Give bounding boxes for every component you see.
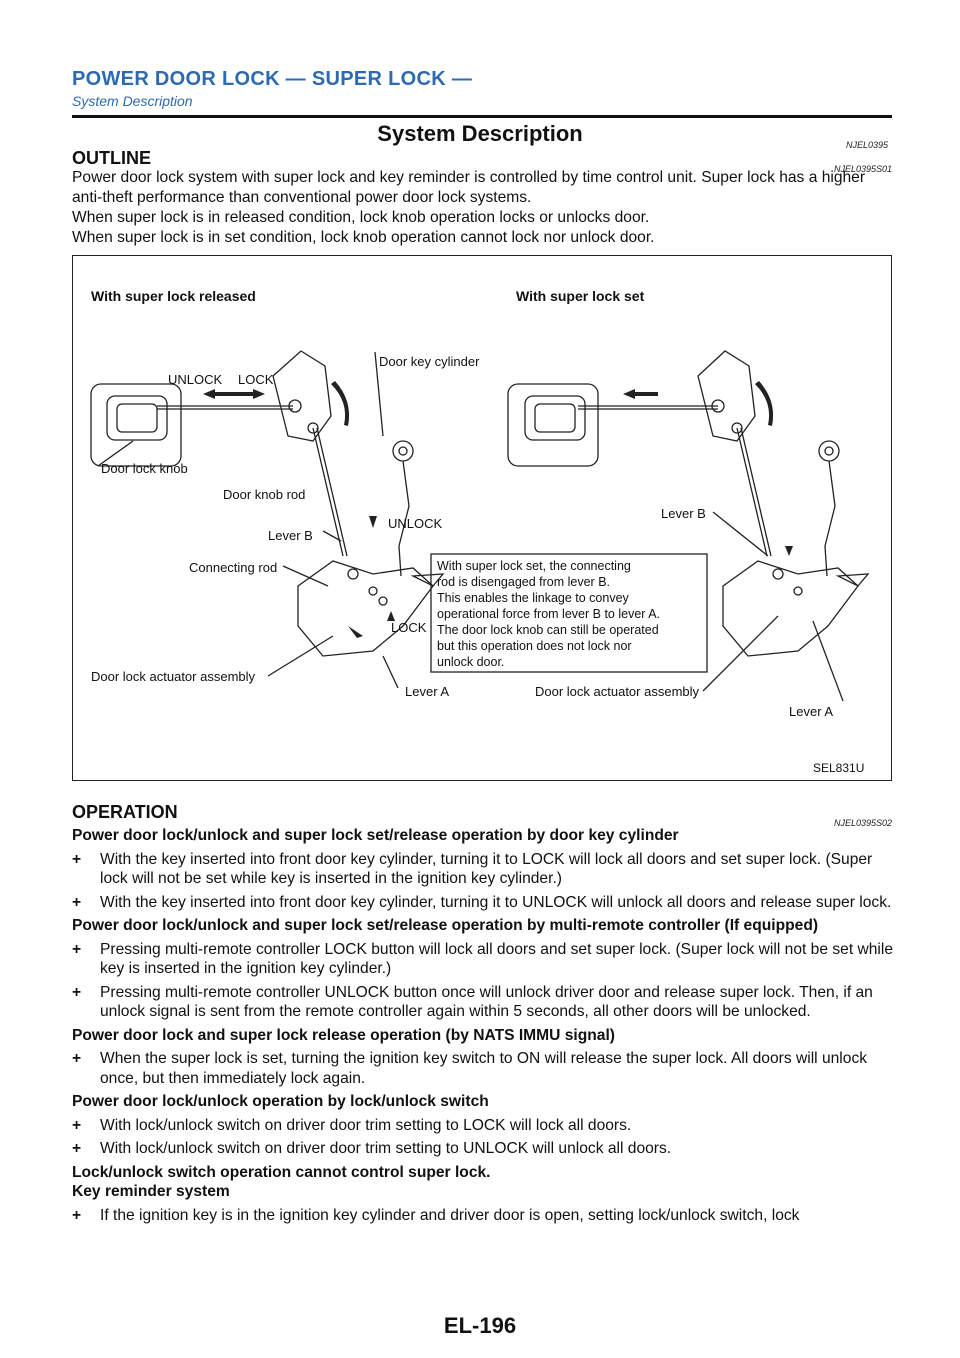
op-bullet — [72, 1206, 894, 1226]
op-bullet — [72, 1139, 894, 1159]
label-actuator-left: Door lock actuator assembly — [91, 669, 256, 684]
left-handle-inner — [107, 396, 167, 440]
outline-line: When super lock is in released condition, lock knob operation locks or unlocks door. — [72, 209, 650, 226]
op-group-title: Key reminder system — [72, 1183, 230, 1200]
arrow-unlock-left — [203, 389, 235, 399]
op-bullet — [72, 940, 894, 979]
bullet-mark: + — [72, 940, 82, 958]
op-group-title: Power door lock/unlock and super lock set/release operation by multi-remote controller (If equipped) — [72, 917, 819, 934]
op-group-remote — [72, 916, 894, 1022]
arrow-actuator — [348, 626, 363, 638]
note-line: operational force from lever B to lever A. — [437, 607, 661, 621]
bullet-mark: + — [72, 1116, 82, 1134]
label-lever-b-left: Lever B — [268, 528, 313, 543]
leader-lever-a-left — [383, 656, 398, 688]
op-bullet — [72, 1116, 894, 1136]
right-key-rod — [825, 461, 835, 576]
outline-text — [72, 168, 894, 248]
operation-heading: OPERATION — [72, 802, 178, 822]
bullet-mark: + — [72, 1140, 82, 1157]
bullet-mark: + — [72, 850, 82, 868]
label-lever-a-left: Lever A — [405, 684, 450, 699]
running-title: POWER DOOR LOCK — SUPER LOCK — — [72, 68, 473, 90]
label-door-key-cylinder: Door key cylinder — [379, 354, 480, 369]
right-actuator-pivot-1 — [773, 569, 783, 579]
outline-line: When super lock is in set condition, lock knob operation cannot lock nor unlock door. — [72, 229, 655, 246]
label-lever-b-right: Lever B — [661, 506, 706, 521]
op-note-line: Lock/unlock switch operation cannot control super lock. — [72, 1163, 491, 1181]
running-header — [72, 68, 892, 109]
left-key-cylinder — [393, 441, 413, 461]
arrow-right-up — [785, 546, 793, 556]
page-number: EL-196 — [443, 1313, 517, 1338]
leader-lever-a-right — [813, 621, 843, 701]
right-lever-plate — [698, 351, 755, 441]
header-rule — [72, 115, 892, 118]
op-bullet-text: With lock/unlock switch on driver door trim setting to UNLOCK will unlock all doors. — [100, 1140, 672, 1157]
left-actuator-pivot-3 — [379, 597, 387, 605]
fig-title-set: With super lock set — [516, 288, 645, 304]
op-group-title: Power door lock/unlock and super lock set/release operation by door key cylinder — [72, 827, 679, 844]
bullet-mark: + — [72, 1050, 82, 1067]
bullet-mark: + — [72, 893, 82, 911]
right-knob-rod — [737, 428, 767, 556]
left-actuator-pivot-2 — [369, 587, 377, 595]
arrow-right-handle — [623, 389, 658, 399]
right-knob-rod-2 — [741, 428, 771, 556]
arrow-lever-rotate — [331, 381, 349, 426]
left-lever-plate — [273, 351, 331, 441]
note-line: but this operation does not lock nor — [437, 639, 632, 653]
right-handle-inner — [525, 396, 585, 440]
super-lock-diagram — [72, 255, 892, 781]
outline-ref-code: NJEL0395S01 — [834, 164, 893, 174]
right-key-cylinder-core — [825, 447, 833, 455]
right-handle-grip — [535, 404, 575, 432]
left-key-cylinder-core — [399, 447, 407, 455]
figure-code: SEL831U — [813, 761, 865, 775]
note-line: rod is disengaged from lever B. — [437, 575, 611, 589]
label-door-knob-rod: Door knob rod — [223, 487, 306, 502]
leader-lever-b-right — [713, 512, 768, 556]
label-unlock-top: UNLOCK — [168, 372, 223, 387]
outline-heading: OUTLINE — [72, 148, 151, 168]
left-knob-rod — [313, 428, 343, 556]
label-door-lock-knob: Door lock knob — [101, 461, 188, 476]
op-bullet — [72, 983, 894, 1022]
left-knob-rod-2 — [317, 428, 347, 556]
op-bullet — [72, 850, 894, 889]
op-bullet-text: With lock/unlock switch on driver door trim setting to LOCK will lock all doors. — [100, 1116, 632, 1134]
operation-body — [72, 826, 894, 1229]
right-actuator-tab — [838, 574, 868, 586]
op-group-nats — [72, 1026, 894, 1089]
op-group-switch — [72, 1092, 894, 1159]
section-ref-code: NJEL0395 — [846, 140, 889, 150]
op-group-key-cylinder — [72, 826, 894, 912]
bullet-mark: + — [72, 983, 82, 1001]
right-actuator — [723, 561, 858, 656]
left-actuator-pivot-1 — [348, 569, 358, 579]
arrow-lever-rotate-right — [755, 381, 773, 426]
op-group-title: Power door lock/unlock operation by lock/unlock switch — [72, 1093, 489, 1110]
op-bullet-text: Pressing multi-remote controller UNLOCK button once will unlock driver door and release super lock. Then, if an unlock signal is sent from the remote controller again within 5 seconds, all other doors will be unlocked. — [100, 983, 873, 1020]
outline-line: Power door lock system with super lock and key reminder is controlled by time control unit. Super lock has a higher anti-theft performance than conventional power door lock systems. — [72, 169, 866, 206]
section-title-text: System Description — [377, 121, 583, 146]
section-title — [0, 121, 960, 147]
note-line: The door lock knob can still be operated — [437, 623, 659, 637]
label-connecting-rod: Connecting rod — [189, 560, 278, 575]
left-actuator — [298, 561, 433, 656]
op-bullet — [72, 1049, 894, 1088]
operation-ref-code: NJEL0395S02 — [834, 818, 893, 828]
op-bullet-text: When the super lock is set, turning the ignition key switch to ON will release the super lock. All doors will unlock once, but then immediately lock again. — [100, 1050, 868, 1087]
right-actuator-pivot-2 — [794, 587, 802, 595]
op-bullet-text: With the key inserted into front door key cylinder, turning it to UNLOCK will unlock all doors and release super lock. — [100, 893, 892, 911]
label-lever-a-right: Lever A — [789, 704, 834, 719]
bullet-mark: + — [72, 1206, 82, 1224]
running-subtitle: System Description — [72, 93, 193, 109]
note-line: With super lock set, the connecting — [437, 559, 631, 573]
label-lock-top: LOCK — [238, 372, 274, 387]
arrow-unlock-up — [369, 516, 377, 528]
op-bullet — [72, 893, 894, 913]
op-group-title: Power door lock and super lock release operation (by NATS IMMU signal) — [72, 1026, 616, 1044]
op-group-key-reminder — [72, 1182, 894, 1225]
fig-title-released: With super lock released — [91, 288, 256, 304]
op-bullet-text: Pressing multi-remote controller LOCK button will lock all doors and set super lock. (Super lock will not be set while key is inserted in the ignition key cylinder.) — [100, 940, 894, 977]
note-line: This enables the linkage to convey — [437, 591, 629, 605]
op-bullet-text: If the ignition key is in the ignition key cylinder and driver door is open, setting lock/unlock switch, lock — [100, 1206, 800, 1224]
op-bullet-text: With the key inserted into front door key cylinder, turning it to LOCK will lock all doors and set super lock. (Super lock will not be set while key is inserted in the ignition key cylinder.) — [100, 850, 873, 887]
label-unlock-mid: UNLOCK — [388, 516, 443, 531]
diagram-svg — [73, 256, 891, 780]
label-lock-mid: LOCK — [391, 620, 427, 635]
arrow-lock-right — [235, 389, 265, 399]
right-key-cylinder — [819, 441, 839, 461]
left-handle-grip — [117, 404, 157, 432]
label-actuator-right: Door lock actuator assembly — [535, 684, 700, 699]
note-line: unlock door. — [437, 655, 505, 669]
